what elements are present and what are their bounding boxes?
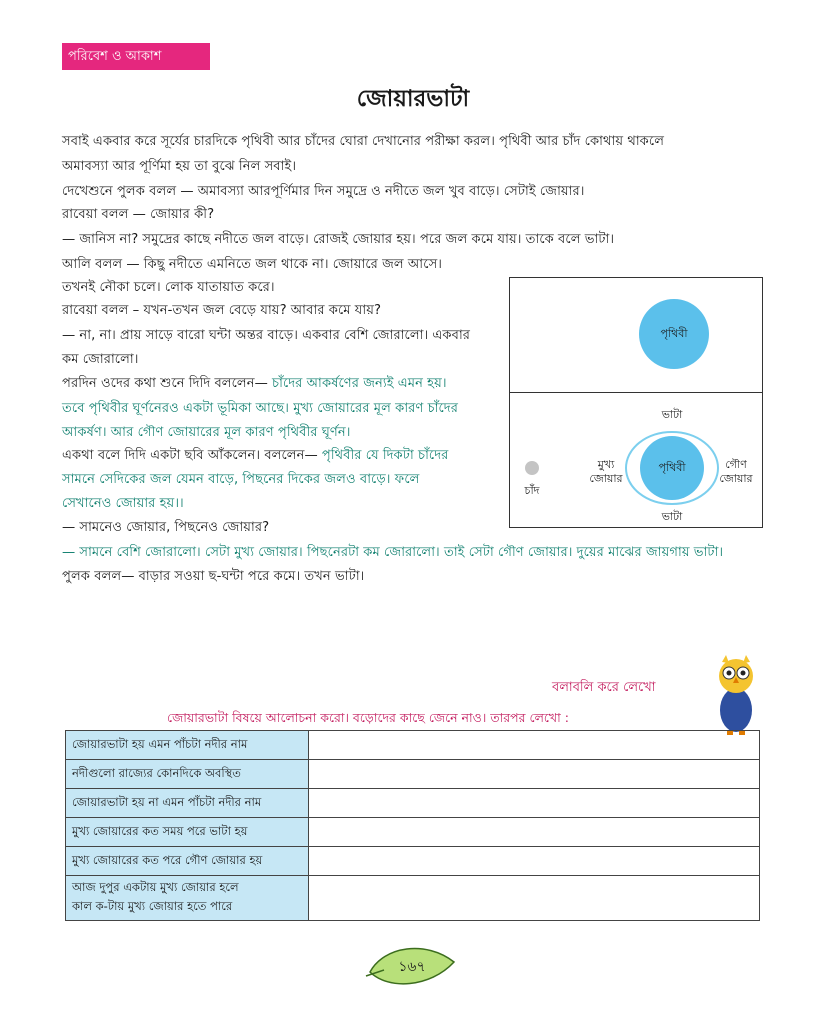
tide-diagram: [509, 277, 763, 528]
answer-cell[interactable]: [309, 731, 760, 760]
question-line: আজ দুপুর একটায় মুখ্য জোয়ার হলে: [72, 880, 239, 894]
body-line: সেখানেও জোয়ার হয়।।: [62, 496, 184, 511]
page-number: ১৬৭: [398, 959, 426, 975]
diagram-divider: [510, 392, 762, 393]
body-text: পরদিন ওদের কথা শুনে দিদি বললেন—: [62, 376, 268, 391]
question-cell: জোয়ারভাটা হয় না এমন পাঁচটা নদীর নাম: [66, 789, 309, 818]
body-line: — না, না। প্রায় সাড়ে বারো ঘন্টা অন্তর বাড়ে। একবার বেশি জোরালো। একবার: [62, 328, 471, 343]
table-row: [66, 760, 760, 789]
table-row: [66, 847, 760, 876]
secondary-tide-word: গৌণ: [725, 458, 747, 471]
body-line: সবাই একবার করে সূর্যের চারদিকে পৃথিবী আর চাঁদের ঘোরা দেখানোর পরীক্ষা করল। পৃথিবী আর চাঁদ কোথায় থাকলে: [62, 134, 665, 149]
page-title: জোয়ারভাটা: [356, 86, 470, 112]
body-line: — সামনে বেশি জোরালো। সেটা মুখ্য জোয়ার। পিছনেরটা কম জোরালো। তাই সেটা গৌণ জোয়ার। দুয়ের মাঝের জায়গায় ভাটা।: [62, 545, 724, 560]
question-cell: মুখ্য জোয়ারের কত পরে গৌণ জোয়ার হয়: [66, 847, 309, 876]
moon-label: চাঁদ: [524, 484, 540, 497]
secondary-tide-label: [714, 458, 758, 486]
moon-circle: [525, 461, 539, 475]
body-line: [62, 447, 448, 465]
worksheet-table: [65, 730, 760, 921]
body-line: [62, 375, 447, 393]
activity-heading: বলাবলি করে লেখো: [552, 680, 656, 695]
answer-cell[interactable]: [309, 847, 760, 876]
primary-tide-label: [584, 458, 628, 486]
question-cell: মুখ্য জোয়ারের কত সময় পরে ভাটা হয়: [66, 818, 309, 847]
table-row: [66, 818, 760, 847]
body-line: রাবেয়া বলল — জোয়ার কী?: [62, 207, 215, 222]
body-line: রাবেয়া বলল – যখন-তখন জল বেড়ে যায়? আবার কমে যায়?: [62, 303, 381, 318]
body-line: আলি বলল — কিছু নদীতে এমনিতে জল থাকে না। জোয়ারে জল আসে।: [62, 257, 443, 272]
body-line: কম জোরালো।: [62, 352, 139, 367]
secondary-tide-word: জোয়ার: [719, 472, 753, 485]
body-line: তবে পৃথিবীর ঘূর্ণনেরও একটা ভূমিকা আছে। মুখ্য জোয়ারের মূল কারণ চাঁদের: [62, 401, 458, 416]
question-cell: [66, 876, 309, 921]
question-line: কাল ক-টায় মুখ্য জোয়ার হতে পারে: [72, 899, 233, 913]
activity-instruction: জোয়ারভাটা বিষয়ে আলোচনা করো। বড়োদের কাছে জেনে নাও। তারপর লেখো :: [167, 710, 569, 725]
diagram-drawing: [510, 278, 764, 529]
answer-cell[interactable]: [309, 876, 760, 921]
primary-tide-word: মুখ্য: [597, 458, 615, 471]
body-text-highlight: পৃথিবীর যে দিকটা চাঁদের: [321, 448, 449, 463]
answer-cell[interactable]: [309, 818, 760, 847]
body-line: দেখেশুনে পুলক বলল — অমাবস্যা আরপূর্ণিমার দিন সমুদ্রে ও নদীতে জল খুব বাড়ে। সেটাই জোয়ার।: [62, 184, 585, 199]
low-tide-label-bottom: ভাটা: [661, 510, 683, 523]
body-line: সামনে সেদিকের জল যেমন বাড়ে, পিছনের দিকের জলও বাড়ে। ফলে: [62, 472, 420, 487]
table-row: [66, 731, 760, 760]
section-tag: পরিবেশ ও আকাশ: [62, 43, 210, 70]
earth-label-bottom: পৃথিবী: [658, 461, 686, 474]
earth-label-top: পৃথিবী: [660, 327, 688, 340]
table-row: [66, 876, 760, 921]
table-row: [66, 789, 760, 818]
question-cell: নদীগুলো রাজ্যের কোনদিকে অবস্থিত: [66, 760, 309, 789]
low-tide-label-top: ভাটা: [661, 408, 683, 421]
body-line: আকর্ষণ। আর গৌণ জোয়ারের মূল কারণ পৃথিবীর ঘূর্ণন।: [62, 425, 351, 440]
question-cell: জোয়ারভাটা হয় এমন পাঁচটা নদীর নাম: [66, 731, 309, 760]
body-line: তখনই নৌকা চলে। লোক যাতায়াত করে।: [62, 280, 275, 295]
answer-cell[interactable]: [309, 789, 760, 818]
primary-tide-word: জোয়ার: [589, 472, 623, 485]
body-text: একথা বলে দিদি একটা ছবি আঁকলেন। বললেন—: [62, 448, 318, 463]
body-line: — জানিস না? সমুদ্রের কাছে নদীতে জল বাড়ে। রোজই জোয়ার হয়। পরে জল কমে যায়। তাকে বলে ভাটা।: [62, 232, 615, 247]
body-line: পুলক বলল— বাড়ার সওয়া ছ-ঘন্টা পরে কমে। তখন ভাটা।: [62, 569, 365, 584]
body-line: — সামনেও জোয়ার, পিছনেও জোয়ার?: [62, 520, 270, 535]
body-text-highlight: চাঁদের আকর্ষণের জন্যই এমন হয়।: [272, 376, 447, 391]
answer-cell[interactable]: [309, 760, 760, 789]
body-line: অমাবস্যা আর পূর্ণিমা হয় তা বুঝে নিল সবাই।: [62, 159, 297, 174]
owl-illustration: [712, 654, 760, 740]
